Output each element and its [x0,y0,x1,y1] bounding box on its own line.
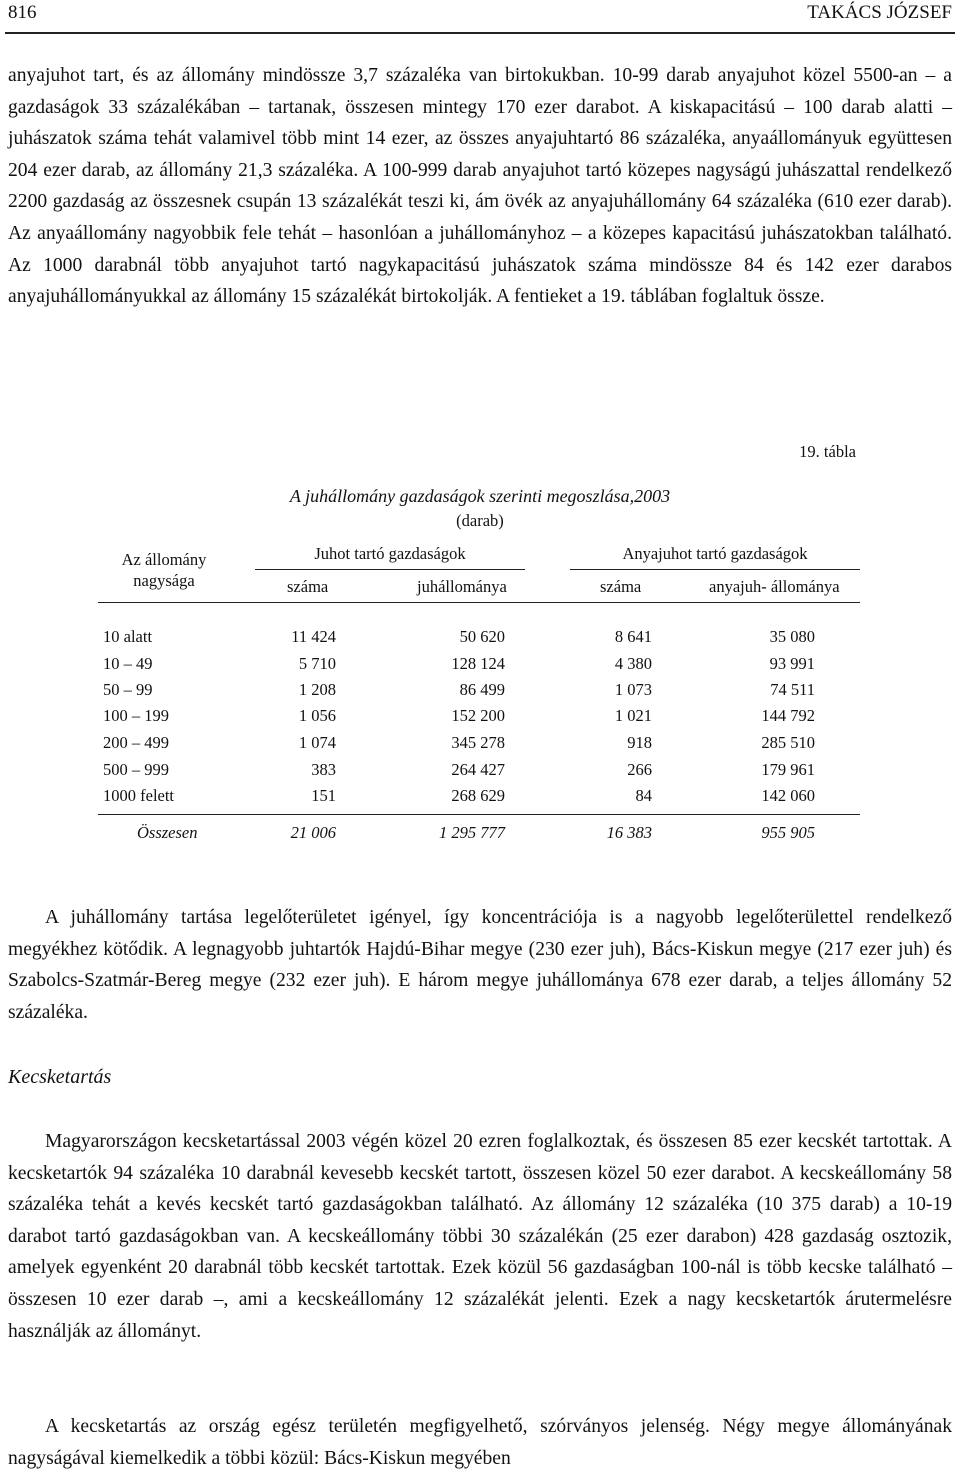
cell-number: 1 208 [298,680,336,699]
table-unit: (darab) [456,511,504,530]
cell-number: 8 641 [614,627,652,646]
cell-number: 1 074 [298,733,336,752]
cell-number: 50 620 [459,627,505,646]
running-header-author: TAKÁCS JÓZSEF [807,2,952,23]
cell-number: 144 792 [761,706,815,725]
header-rule [5,32,955,34]
cell-number: 268 629 [451,786,505,805]
cell-number: 11 424 [291,627,336,646]
cell-number: 35 080 [769,627,815,646]
cell-number: 84 [635,786,652,805]
cell-number: 285 510 [761,733,815,752]
paragraph-4: A kecsketartás az ország egész területén megfigyelhető, szórványos jelenség. Négy megye állományának nagyságával kiemelkedik a többi közül: Bács-Kiskun megyében [8,1416,952,1469]
cell-number: 5 710 [298,654,336,673]
cell-number: 74 511 [770,680,815,699]
group-rule-2 [570,569,860,570]
cell-number: 179 961 [761,760,815,779]
cell-size: 50 – 99 [103,680,153,699]
page-number: 816 [8,2,37,23]
total-top-rule [98,814,860,815]
col-header-juhallomanya: juhállománya [417,577,507,596]
col-header-szama-1: száma [287,577,329,596]
col-header-szama-2: száma [600,577,642,596]
cell-number: 152 200 [451,706,505,725]
cell-number: 142 060 [761,786,815,805]
total-number: 21 006 [290,823,336,842]
col-header-anyajuh-allomanya: anyajuh- állománya [709,577,840,596]
cell-number: 383 [311,760,336,779]
cell-size: 10 – 49 [103,654,153,673]
total-number: 955 905 [761,823,815,842]
cell-number: 1 056 [298,706,336,725]
cell-number: 266 [627,760,652,779]
cell-number: 264 427 [451,760,505,779]
table-title: A juhállomány gazdaságok szerinti megoszlása,2003 [289,486,671,506]
total-label: Összesen [137,823,198,842]
paragraph-2: A juhállomány tartása legelőterületet igényel, így koncentrációja is a nagyobb legelőterülettel rendelkező megyékhez kötődik. A legnagyobb juhtartók Hajdú-Bihar megye (230 ezer juh), Bács-Kiskun megye (217 ezer juh) és Szabolcs-Szatmár-Bereg megye (232 ezer juh). E három megye juhállománya 678 ezer darab, a teljes állomány 52 százaléka. [8,907,952,1023]
cell-number: 1 021 [614,706,652,725]
row-header: Az állomány nagysága [121,550,207,590]
section-title: Kecsketartás [8,1066,112,1088]
cell-number: 93 991 [769,654,815,673]
cell-number: 151 [311,786,336,805]
table-label: 19. tábla [799,442,856,461]
cell-size: 1000 felett [103,786,175,805]
paragraph-1: anyajuhot tart, és az állomány mindössze 3,7 százaléka van birtokukban. 10-99 darab anyajuhot közel 5500-an – a gazdaságok 33 százalékában – tartanak, összesen mintegy 170 ezer darabot. A kiskapacitású – 100 darab alatti – juhászatok száma tehát valamivel több mint 14 ezer, az összes anyajuhtartó 86 százaléka, anyaállományuk együttesen 204 ezer darab, az állomány 21,3 százaléka. A 100-999 darab anyajuhot tartó közepes nagyságú juhászattal rendelkező 2200 gazdaság az összesnek csupán 13 százalékát teszi ki, ám övék az anyajuhállomány 64 százaléka (610 ezer darab). Az anyaállomány nagyobbik fele tehát – hasonlóan a juhállományhoz – a közepes kapacitású juhászatokban található. Az 1000 darabnál több anyajuhot tartó nagykapacitású juhászatok száma mindössze 84 és 142 ezer darabos anyajuhállományukkal az állomány 15 százalékát birtokolják. A fentieket a 19. táblában foglaltuk össze. [8,65,952,308]
group-rule-1 [255,569,525,570]
cell-size: 10 alatt [103,627,153,646]
cell-size: 500 – 999 [103,760,169,779]
group-header-anyajuhot: Anyajuhot tartó gazdaságok [622,544,808,563]
cell-number: 1 073 [614,680,652,699]
paragraph-3: Magyarországon kecsketartással 2003 végén közel 20 ezren foglalkoztak, és összesen 85 ezer kecskét tartottak. A kecsketartók 94 százaléka 10 darabnál kevesebb kecskét tartott, összesen közel 50 ezer darabot. A kecskeállomány 58 százaléka tehát a kevés kecskét tartó gazdaságokban található. Az állomány 12 százaléka (10 375 darab) a 10-19 darabot tartó gazdaságokban van. A kecskeállomány többi 30 százalékán (25 ezer darabon) 428 gazdaság osztozik, amelyek egyenként 20 darabnál több kecskét tartottak. Ezek közül 56 gazdaságban 100-nál is több kecske található – összesen 10 ezer darab –, ami a kecskeállomány 12 százalékát jelenti. Ezek a nagy kecsketartók árutermelésre használják az állományt. [8,1131,952,1342]
cell-number: 345 278 [451,733,505,752]
cell-size: 200 – 499 [103,733,169,752]
cell-number: 128 124 [451,654,505,673]
total-number: 1 295 777 [439,823,505,842]
cell-number: 918 [627,733,652,752]
total-number: 16 383 [606,823,652,842]
cell-number: 86 499 [459,680,505,699]
group-header-juhot: Juhot tartó gazdaságok [314,544,466,563]
header-bottom-rule [98,602,860,603]
cell-number: 4 380 [614,654,652,673]
cell-size: 100 – 199 [103,706,169,725]
